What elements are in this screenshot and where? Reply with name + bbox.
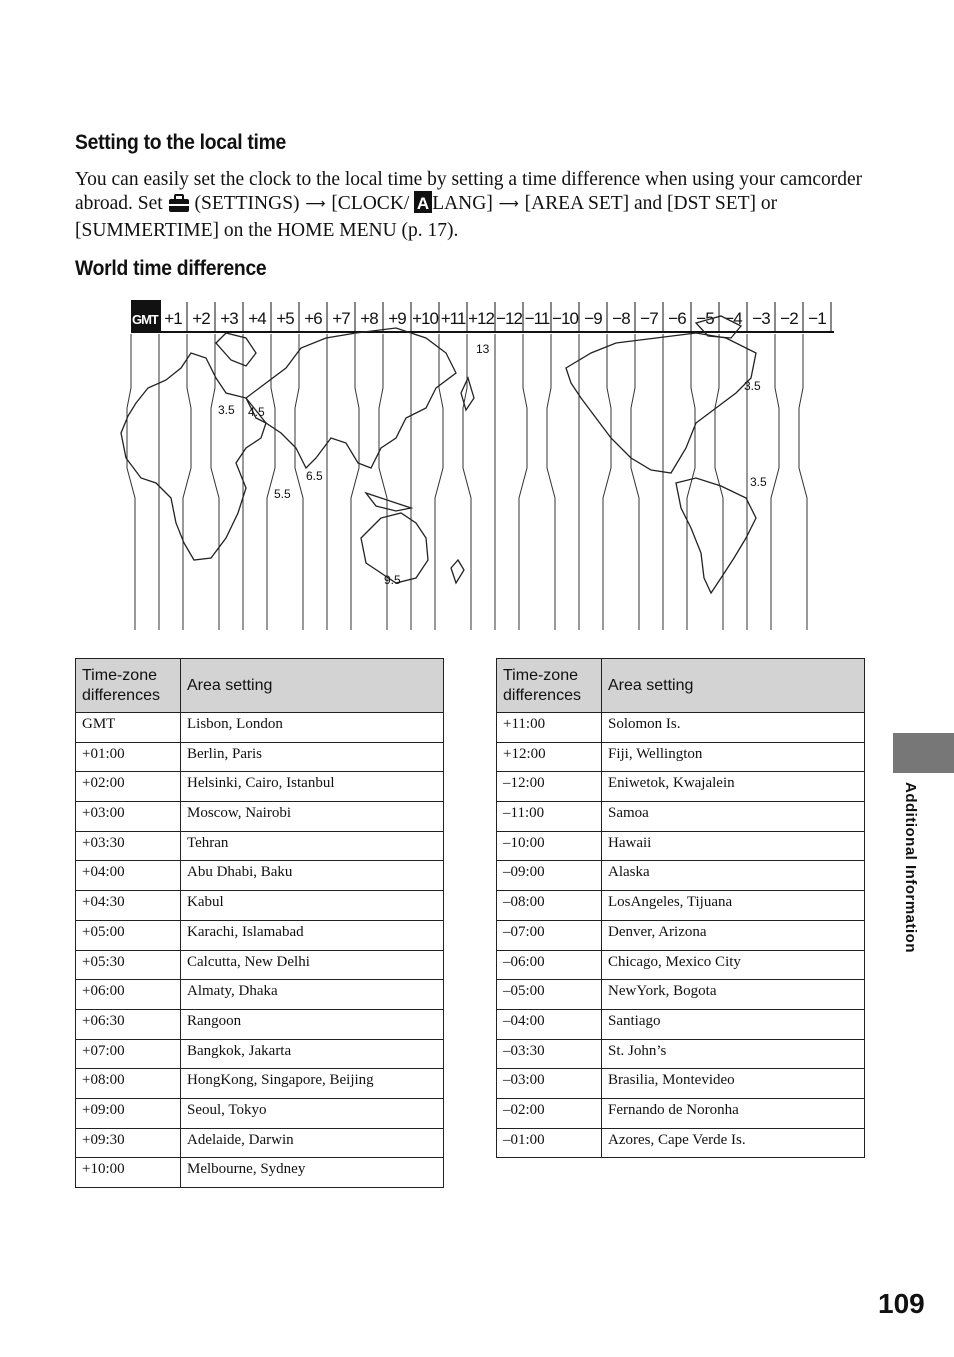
table-row: [497, 1039, 865, 1069]
time-zone-cell: –09:00: [497, 861, 602, 891]
svg-text:A: A: [417, 194, 430, 213]
time-zone-cell: +02:00: [76, 772, 181, 802]
world-time-zone-map: [96, 298, 836, 630]
area-setting-cell: Fernando de Noronha: [602, 1098, 865, 1128]
table-row: [76, 1009, 444, 1039]
time-zone-cell: –01:00: [497, 1128, 602, 1158]
zone-label: +5: [276, 309, 294, 328]
map-offset-label: 9.5: [384, 573, 401, 587]
zone-label: +8: [360, 309, 378, 328]
table-row: [497, 920, 865, 950]
table-row: [497, 950, 865, 980]
area-setting-cell: Fiji, Wellington: [602, 742, 865, 772]
map-offset-label: 3.5: [750, 475, 767, 489]
zone-label: −12: [496, 309, 522, 328]
time-zone-cell: –03:00: [497, 1069, 602, 1099]
zone-label: +7: [332, 309, 350, 328]
area-setting-cell: Almaty, Dhaka: [181, 980, 444, 1010]
chapter-tab: [893, 733, 954, 773]
time-zone-cell: +06:30: [76, 1009, 181, 1039]
table-row: [76, 920, 444, 950]
area-setting-cell: Karachi, Islamabad: [181, 920, 444, 950]
zone-label: −8: [612, 309, 630, 328]
area-setting-cell: Solomon Is.: [602, 713, 865, 743]
table-row: [76, 1158, 444, 1188]
time-zone-cell: –04:00: [497, 1009, 602, 1039]
time-zone-table-right: [496, 658, 865, 1158]
time-zone-cell: +08:00: [76, 1069, 181, 1099]
time-zone-cell: +05:00: [76, 920, 181, 950]
zone-label: GMT: [132, 312, 158, 327]
area-setting-cell: Adelaide, Darwin: [181, 1128, 444, 1158]
time-zone-cell: +04:00: [76, 861, 181, 891]
time-zone-table-left: [75, 658, 444, 1188]
map-offset-label: 3.5: [744, 379, 761, 393]
time-zone-cell: –05:00: [497, 980, 602, 1010]
section-heading-local-time: Setting to the local time: [75, 131, 287, 154]
area-setting-cell: Santiago: [602, 1009, 865, 1039]
zone-label: −7: [640, 309, 658, 328]
table-row: [497, 891, 865, 921]
area-setting-cell: LosAngeles, Tijuana: [602, 891, 865, 921]
area-setting-cell: Calcutta, New Delhi: [181, 950, 444, 980]
table-row: [497, 1098, 865, 1128]
zone-label: +3: [220, 309, 238, 328]
area-setting-cell: Brasilia, Montevideo: [602, 1069, 865, 1099]
table-row: [76, 1069, 444, 1099]
time-zone-cell: +03:00: [76, 802, 181, 832]
table-row: [76, 861, 444, 891]
table-row: [76, 1098, 444, 1128]
zone-label: +4: [248, 309, 266, 328]
time-zone-cell: +09:00: [76, 1098, 181, 1128]
section-heading-world-time: World time difference: [75, 257, 267, 280]
area-setting-cell: Alaska: [602, 861, 865, 891]
zone-label: +10: [412, 309, 438, 328]
table-row: [497, 1069, 865, 1099]
area-setting-cell: Abu Dhabi, Baku: [181, 861, 444, 891]
time-zone-cell: –10:00: [497, 831, 602, 861]
table-row: [497, 1009, 865, 1039]
area-setting-cell: Lisbon, London: [181, 713, 444, 743]
zone-label: −5: [696, 309, 714, 328]
time-zone-cell: +09:30: [76, 1128, 181, 1158]
time-zone-cell: –11:00: [497, 802, 602, 832]
map-offset-label: 5.5: [274, 487, 291, 501]
toolbox-icon: [168, 193, 190, 219]
area-setting-cell: Eniwetok, Kwajalein: [602, 772, 865, 802]
table-row: [497, 980, 865, 1010]
area-setting-cell: St. John’s: [602, 1039, 865, 1069]
column-header: Area setting: [602, 659, 865, 713]
zone-label: +2: [192, 309, 210, 328]
table-row: [497, 713, 865, 743]
area-setting-cell: Azores, Cape Verde Is.: [602, 1128, 865, 1158]
area-setting-cell: HongKong, Singapore, Beijing: [181, 1069, 444, 1099]
time-zone-cell: –08:00: [497, 891, 602, 921]
time-zone-cell: –03:30: [497, 1039, 602, 1069]
area-setting-cell: Rangoon: [181, 1009, 444, 1039]
time-zone-cell: +06:00: [76, 980, 181, 1010]
table-row: [497, 861, 865, 891]
time-zone-boundaries: [127, 334, 807, 630]
table-row: [76, 980, 444, 1010]
time-zone-cell: –07:00: [497, 920, 602, 950]
zone-label: +1: [164, 309, 182, 328]
area-setting-cell: Kabul: [181, 891, 444, 921]
table-row: [497, 772, 865, 802]
time-zone-cell: –02:00: [497, 1098, 602, 1128]
language-a-icon: [414, 191, 432, 219]
map-offset-label: 6.5: [306, 469, 323, 483]
zone-label: +11: [440, 309, 466, 328]
time-zone-scale: [131, 300, 834, 332]
area-setting-cell: Hawaii: [602, 831, 865, 861]
zone-label: −11: [524, 309, 550, 328]
table-row: [76, 1128, 444, 1158]
arrow-right-icon: ⟶: [498, 196, 519, 212]
area-setting-cell: Chicago, Mexico City: [602, 950, 865, 980]
time-zone-cell: –12:00: [497, 772, 602, 802]
area-setting-cell: Helsinki, Cairo, Istanbul: [181, 772, 444, 802]
time-zone-cell: +07:00: [76, 1039, 181, 1069]
time-zone-cell: +05:30: [76, 950, 181, 980]
zone-label: +9: [388, 309, 406, 328]
chapter-label: Additional Information: [902, 782, 919, 953]
area-setting-cell: Berlin, Paris: [181, 742, 444, 772]
area-setting-cell: Denver, Arizona: [602, 920, 865, 950]
area-setting-cell: NewYork, Bogota: [602, 980, 865, 1010]
area-setting-cell: Melbourne, Sydney: [181, 1158, 444, 1188]
table-row: [76, 950, 444, 980]
time-zone-cell: +12:00: [497, 742, 602, 772]
page-number: 109: [878, 1288, 925, 1319]
map-offset-label: 13: [476, 342, 490, 356]
area-setting-cell: Tehran: [181, 831, 444, 861]
time-zone-cell: +04:30: [76, 891, 181, 921]
table-row: [76, 1039, 444, 1069]
table-row: [76, 802, 444, 832]
table-row: [76, 742, 444, 772]
zone-label: −6: [668, 309, 686, 328]
zone-label: −4: [724, 309, 742, 328]
area-setting-cell: Samoa: [602, 802, 865, 832]
time-zone-cell: –06:00: [497, 950, 602, 980]
table-row: [76, 713, 444, 743]
time-zone-cell: GMT: [76, 713, 181, 743]
table-row: [76, 831, 444, 861]
column-header: Area setting: [181, 659, 444, 713]
table-row: [76, 772, 444, 802]
time-zone-cell: +01:00: [76, 742, 181, 772]
area-setting-cell: Moscow, Nairobi: [181, 802, 444, 832]
table-row: [497, 802, 865, 832]
zone-label: −1: [808, 309, 826, 328]
area-setting-cell: Bangkok, Jakarta: [181, 1039, 444, 1069]
arrow-right-icon: ⟶: [305, 196, 326, 212]
table-row: [76, 891, 444, 921]
time-zone-cell: +11:00: [497, 713, 602, 743]
zone-label: −9: [584, 309, 602, 328]
column-header: Time-zone differences: [76, 659, 181, 713]
time-zone-cell: +10:00: [76, 1158, 181, 1188]
column-header: Time-zone differences: [497, 659, 602, 713]
zone-label: +12: [468, 309, 494, 328]
area-setting-cell: Seoul, Tokyo: [181, 1098, 444, 1128]
zone-label: +6: [304, 309, 322, 328]
time-zone-cell: +03:30: [76, 831, 181, 861]
map-offset-label: 3.5: [218, 403, 235, 417]
table-row: [497, 742, 865, 772]
table-row: [497, 831, 865, 861]
zone-label: −2: [780, 309, 798, 328]
table-row: [497, 1128, 865, 1158]
zone-label: −3: [752, 309, 770, 328]
zone-label: −10: [552, 309, 578, 328]
map-offset-label: 4.5: [248, 405, 265, 419]
instructions-paragraph: You can easily set the clock to the local time by setting a time difference when using your camcorder abroad. Set (SETTINGS) ⟶ [CLOCK/ A LANG] ⟶ [AREA SET] and [DST SET] or [SUMMERTIME] on the HOME MENU (p. 17).: [75, 169, 863, 241]
